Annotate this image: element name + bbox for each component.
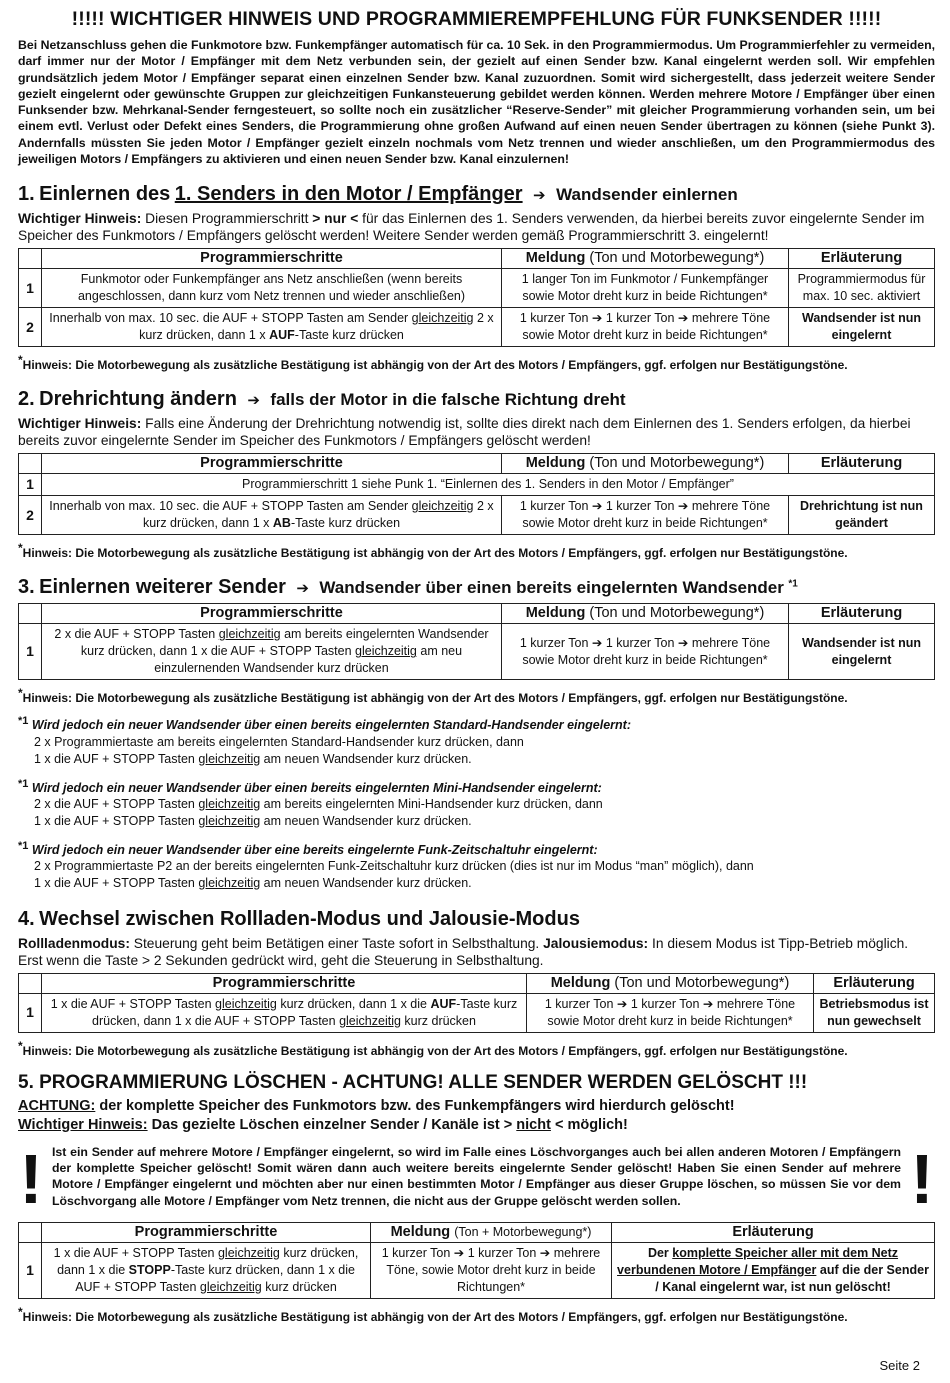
section-5-table: Programmierschritte Meldung (Ton + Motorbewegung*) Erläuterung 1 1 x die AUF + STOPP Tasten gleichzeitig kurz drücken, dann 1 x die STOPP-Taste kurz drücken, dann 1 x die AUF + STOPP Tasten gleichzeitig kurz drücken 1 kurzer Ton ➔ 1 kurzer Ton ➔ mehrere Töne, sowie Motor dreht kurz in beide Richtungen* Der komplette Speicher aller mit dem Netz verbundenen Motore / Empfänger auf die der Sender / Kanal eingelernt war, ist nun gelöscht! — [18, 1222, 935, 1299]
section-title-underlined: 1. Senders in den Motor / Empfänger — [174, 183, 523, 206]
footnote: *Hinweis: Die Motorbewegung als zusätzliche Bestätigung ist abhängig von der Art des Motors / Empfängers, ggf. erfolgen nur Bestätigungstöne. — [18, 686, 848, 706]
footnote: *Hinweis: Die Motorbewegung als zusätzliche Bestätigung ist abhängig von der Art des Motors / Empfängers, ggf. erfolgen nur Bestätigungstöne. — [18, 1304, 848, 1324]
table-row: 1 Funkmotor oder Funkempfänger ans Netz anschließen (wenn bereits angeschlossen, dann kurz vom Netz trennen und wieder anschließen) 1 langer Ton im Funkmotor / Funkempfänger sowie Motor dreht kurz in beide Richtungen* Programmiermodus für max. 10 sec. aktiviert — [19, 269, 935, 308]
warning-text: Ist ein Sender auf mehrere Motore / Empfänger eingelernt, so wird im Falle eines Löschvorganges auch bei allen anderen Motoren / Empfängern der komplette Speicher gelöscht! Somit wären dann auch weitere bereits eingelernte Sender gelöscht! Haben Sie einen Sender auf mehrere Motore / Empfänger eingelernt und möchten aber nur einen bestimmten Motor / Empfänger aus dieser Gruppe löschen, so müssen Sie vor dem Löschvorgang alle Motore / Empfänger vom Netz trennen, die nicht aus der Gruppe gelöscht werden sollen. — [52, 1144, 901, 1208]
extra-instruction: $^{*1}$ Wird jedoch ein neuer Wandsender über einen bereits eingelernten Mini-Handsender eingelernt: 2 x die AUF + STOPP Tasten gleichzeitig am bereits eingelernten Mini-Handsender kurz drücken, dann 1 x die AUF + STOPP Tasten gleichzeitig am neuen Wandsender kurz drücken. — [18, 777, 603, 828]
arrow-right-icon: ➔ — [296, 580, 309, 598]
section-subtitle: Wandsender einlernen — [556, 185, 738, 205]
section-number: 1. — [18, 183, 35, 206]
warning-box — [18, 1139, 935, 1218]
footnote: *Hinweis: Die Motorbewegung als zusätzliche Bestätigung ist abhängig von der Art des Motors / Empfängers, ggf. erfolgen nur Bestätigungstöne. — [18, 1038, 848, 1058]
section-1-note: Wichtiger Hinweis: Diesen Programmierschritt > nur < für das Einlernen des 1. Senders verwenden, da hierbei bereits zuvor eingelernte Sender im Speicher des Funkmotors / Empfängers gelöscht werden! Weitere Sender werden gemäß Programmierschritt 3. eingelernt! — [18, 211, 925, 244]
table-row: 1 1 x die AUF + STOPP Tasten gleichzeitig kurz drücken, dann 1 x die AUF-Taste kurz drücken, dann 1 x die AUF + STOPP Tasten gleichzeitig kurz drücken 1 kurzer Ton ➔ 1 kurzer Ton ➔ mehrere Töne sowie Motor dreht kurz in beide Richtungen* Betriebsmodus ist nun gewechselt — [19, 993, 935, 1032]
arrow-right-icon: ➔ — [533, 187, 546, 205]
section-1-heading — [18, 183, 935, 206]
section-3-heading: 3. Einlernen weiterer Sender ➔ Wandsender über einen bereits eingelernten Wandsender $^{*1}$ — [18, 576, 798, 599]
page — [18, 8, 935, 1324]
section-title: Einlernen des — [39, 183, 171, 206]
section-5-heading: 5. PROGRAMMIERUNG LÖSCHEN - ACHTUNG! ALLE SENDER WERDEN GELÖSCHT !!! — [18, 1071, 808, 1093]
footnote: *Hinweis: Die Motorbewegung als zusätzliche Bestätigung ist abhängig von der Art des Motors / Empfängers, ggf. erfolgen nur Bestätigungstöne. — [18, 541, 848, 561]
exclamation-icon: ! — [19, 1139, 43, 1218]
section-4-note: Rollladenmodus: Steuerung geht beim Betätigen einer Taste sofort in Selbsthaltung. Jalousiemodus: In diesem Modus ist Tipp-Betrieb möglich. Erst wenn die Taste > 2 Sekunden gedrückt wird, geht die Steuerung in Selbsthaltung. — [18, 935, 909, 968]
section-2-note: Wichtiger Hinweis: Falls eine Änderung der Drehrichtung notwendig ist, sollte dies direkt nach dem Einlernen des 1. Senders erfolgen, da hierbei bereits zuvor eingelernte Sender im Speicher des Funkmotors / Empfängers gelöscht werden! — [18, 416, 911, 449]
col-meldung: Meldung (Ton und Motorbewegung*) — [502, 249, 789, 269]
extra-instruction: $^{*1}$ Wird jedoch ein neuer Wandsender über eine bereits eingelernte Funk-Zeitschaltuhr eingelernt: 2 x Programmiertaste P2 an der bereits eingelernten Funk-Zeitschaltuhr kurz drücken (dies ist nur im Modus “man” möglich), dann 1 x die AUF + STOPP Tasten gleichzeitig am neuen Wandsender kurz drücken. — [18, 839, 754, 890]
col-steps: Programmierschritte — [42, 249, 502, 269]
intro-text: Bei Netzanschluss gehen die Funkmotore bzw. Funkempfänger automatisch für ca. 10 Sek. in den Programmiermodus. Um Programmierfehler zu vermeiden, darf immer nur der Motor / Empfänger mit dem Netz verbunden sein, der gezielt auf einen Sender bzw. Kanal eingelernt werden soll. Wir empfehlen grundsätzlich jedem Motor / Empfänger separat einen einzelnen Sender bzw. Kanal zuzuordnen. Somit wird sichergestellt, dass jederzeit weitere Sender gezielt eingelernt oder gewünschte Gruppen zur gleichzeitigen Funkansteuerung gebildet werden können. Werden mehrere Motore / Empfänger über einen Funksender bzw. Mehrkanal-Sender ferngesteuert, so sollte noch ein zusätzlicher “Reserve-Sender” mit gleicher Programmierung vorhanden sein, um bei einem evtl. Verlust oder Defekt eines Senders, die Programmierung ohne großen Aufwand auf einen neuen Sender übertragen zu können (siehe Punkt 3). Andernfalls müssten Sie jeden Motor / Empfänger gezielt einzeln nochmals vom Netz trennen und wieder anschließen, um den Programmiermodus des jeweiligen Motors / Empfängers zu aktivieren und einen neuen Sender bzw. Kanal einzulernen! — [18, 38, 935, 167]
arrow-right-icon: ➔ — [247, 392, 260, 410]
section-3-table: Programmierschritte Meldung (Ton und Motorbewegung*) Erläuterung 1 2 x die AUF + STOPP Tasten gleichzeitig am bereits eingelernten Wandsender kurz drücken, dann 1 x die AUF + STOPP Tasten gleichzeitig am neu einzulernenden Wandsender kurz drücken 1 kurzer Ton ➔ 1 kurzer Ton ➔ mehrere Töne sowie Motor dreht kurz in beide Richtungen* Wandsender ist nun eingelernt — [18, 603, 935, 680]
table-row: 2 Innerhalb von max. 10 sec. die AUF + STOPP Tasten am Sender gleichzeitig 2 x kurz drücken, dann 1 x AUF-Taste kurz drücken 1 kurzer Ton ➔ 1 kurzer Ton ➔ mehrere Töne sowie Motor dreht kurz in beide Richtungen* Wandsender ist nun eingelernt — [19, 308, 935, 347]
section-5-line1: ACHTUNG: der komplette Speicher des Funkmotors bzw. des Funkempfängers wird hierdurch gelöscht! — [18, 1097, 735, 1114]
col-erl: Erläuterung — [789, 249, 935, 269]
extra-instruction: $^{*1}$ Wird jedoch ein neuer Wandsender über einen bereits eingelernten Standard-Handsender eingelernt: 2 x Programmiertaste am bereits eingelernten Standard-Handsender kurz drücken, dann 1 x die AUF + STOPP Tasten gleichzeitig am neuen Wandsender kurz drücken. — [18, 715, 631, 766]
section-2-heading: 2. Drehrichtung ändern ➔ falls der Motor in die falsche Richtung dreht — [18, 388, 626, 411]
page-title: !!!!! WICHTIGER HINWEIS UND PROGRAMMIEREMPFEHLUNG FÜR FUNKSENDER !!!!! — [71, 8, 882, 30]
page-number: Seite 2 — [879, 1358, 920, 1373]
section-2-table: Programmierschritte Meldung (Ton und Motorbewegung*) Erläuterung 1 Programmierschritt 1 siehe Punk 1. “Einlernen des 1. Senders in den Motor / Empfänger” 2 Innerhalb von max. 10 sec. die AUF + STOPP Tasten am Sender gleichzeitig 2 x kurz drücken, dann 1 x AB-Taste kurz drücken 1 kurzer Ton ➔ 1 kurzer Ton ➔ mehrere Töne sowie Motor dreht kurz in beide Richtungen* Drehrichtung ist nun geändert — [18, 453, 935, 535]
section-4-table: Programmierschritte Meldung (Ton und Motorbewegung*) Erläuterung 1 1 x die AUF + STOPP Tasten gleichzeitig kurz drücken, dann 1 x die AUF-Taste kurz drücken, dann 1 x die AUF + STOPP Tasten gleichzeitig kurz drücken 1 kurzer Ton ➔ 1 kurzer Ton ➔ mehrere Töne sowie Motor dreht kurz in beide Richtungen* Betriebsmodus ist nun gewechselt — [18, 973, 935, 1033]
section-5-line2: Wichtiger Hinweis: Das gezielte Löschen einzelner Sender / Kanäle ist > nicht < möglich! — [18, 1116, 628, 1133]
footnote: *Hinweis: Die Motorbewegung als zusätzliche Bestätigung ist abhängig von der Art des Motors / Empfängers, ggf. erfolgen nur Bestätigungstöne. — [18, 353, 848, 373]
section-1-table — [18, 248, 935, 347]
section-4-heading: 4. Wechsel zwischen Rollladen-Modus und Jalousie-Modus — [18, 907, 580, 930]
table-row: 2 Innerhalb von max. 10 sec. die AUF + STOPP Tasten am Sender gleichzeitig 2 x kurz drücken, dann 1 x AB-Taste kurz drücken 1 kurzer Ton ➔ 1 kurzer Ton ➔ mehrere Töne sowie Motor dreht kurz in beide Richtungen* Drehrichtung ist nun geändert — [19, 496, 935, 535]
table-row: 1 Programmierschritt 1 siehe Punk 1. “Einlernen des 1. Senders in den Motor / Empfänger” — [19, 474, 935, 496]
exclamation-icon: ! — [910, 1139, 934, 1218]
table-row: 1 2 x die AUF + STOPP Tasten gleichzeitig am bereits eingelernten Wandsender kurz drücken, dann 1 x die AUF + STOPP Tasten gleichzeitig am neu einzulernenden Wandsender kurz drücken 1 kurzer Ton ➔ 1 kurzer Ton ➔ mehrere Töne sowie Motor dreht kurz in beide Richtungen* Wandsender ist nun eingelernt — [19, 624, 935, 680]
table-row: 1 1 x die AUF + STOPP Tasten gleichzeitig kurz drücken, dann 1 x die STOPP-Taste kurz drücken, dann 1 x die AUF + STOPP Tasten gleichzeitig kurz drücken 1 kurzer Ton ➔ 1 kurzer Ton ➔ mehrere Töne, sowie Motor dreht kurz in beide Richtungen* Der komplette Speicher aller mit dem Netz verbundenen Motore / Empfänger auf die der Sender / Kanal eingelernt war, ist nun gelöscht! — [19, 1242, 935, 1298]
